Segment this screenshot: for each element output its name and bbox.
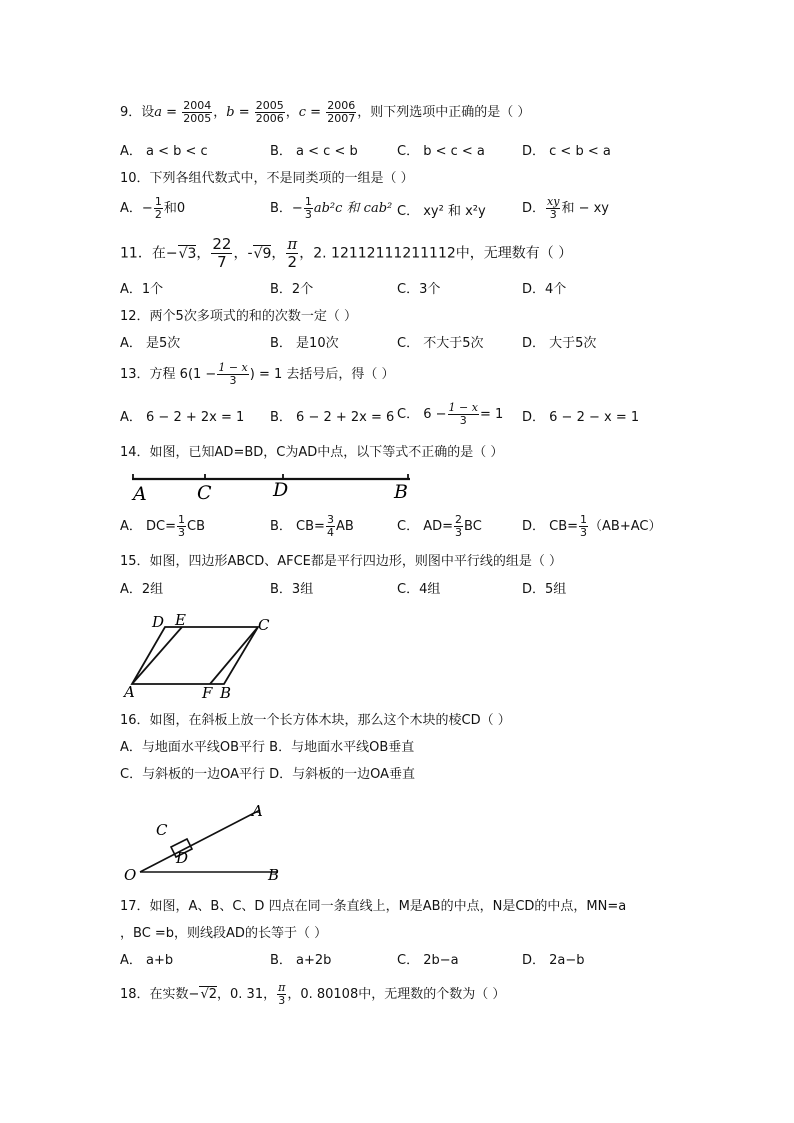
label-c: C (197, 482, 212, 504)
q13-option-d[interactable]: D． 6 − 2 − x = 1 (522, 410, 640, 425)
label-a: A (252, 802, 263, 820)
sqrt-2: √2 (200, 987, 218, 1002)
label-f: F (202, 684, 213, 702)
sqrt-9: √9 (253, 245, 272, 262)
question-11-stem: 11．在−√3， $\frac{22}{7}$ ，-√9， $\frac{\pi}{2}$ ，2. 12112111211112中，无理数有（ ） (120, 235, 573, 271)
q13-option-b[interactable]: B． 6 − 2 + 2x = 6 (270, 410, 395, 425)
question-12-stem: 12．两个5次多项式的和的次数一定（ ） (120, 309, 357, 324)
parallelogram-figure (120, 610, 280, 702)
fraction: $\frac{\pi}{3}$ (278, 981, 286, 1007)
q9-option-d[interactable]: D． c < b < a (522, 144, 611, 159)
q17-option-a[interactable]: A． a+b (120, 953, 174, 968)
q10-option-a[interactable]: A．− $\frac{1}{2}$ 和0 (120, 195, 186, 221)
sqrt-3: √3 (178, 245, 197, 262)
question-16-stem: 16．如图，在斜板上放一个长方体木块，那么这个木块的棱CD（ ） (120, 713, 511, 728)
label-c: C (258, 616, 270, 634)
question-9-stem: 9．设a = $\frac{2004}{2005}$ ，b = $\frac{2005}{2006}$ ，c = $\frac{2006}{2007}$ ，则下列选项中正确的是（ ） (120, 99, 531, 125)
q12-option-d[interactable]: D． 大于5次 (522, 336, 597, 351)
q11-option-c[interactable]: C．3个 (397, 282, 441, 297)
label-a: A (124, 683, 135, 701)
label-b: B (268, 866, 280, 884)
incline-figure (120, 798, 300, 886)
q14-option-d[interactable]: D． CB= $\frac{1}{3}$ （AB+AC） (522, 513, 662, 539)
fraction: $\frac{22}{7}$ (212, 235, 232, 271)
segment-cf (210, 627, 258, 684)
q10-option-b[interactable]: B．− $\frac{1}{3}$ ab²c 和 cab² (270, 195, 393, 221)
q15-option-b[interactable]: B．3组 (270, 582, 314, 597)
label-d: D (273, 479, 289, 501)
q16-options-line-1[interactable]: A．与地面水平线OB平行 B．与地面水平线OB垂直 (120, 740, 415, 755)
label-c: C (156, 821, 168, 839)
fraction: $\frac{1 - x}{3}$ (218, 361, 248, 387)
q12-option-c[interactable]: C． 不大于5次 (397, 336, 484, 351)
q14-option-b[interactable]: B． CB= $\frac{3}{4}$ AB (270, 513, 354, 539)
q9-prefix: 9．设 (120, 105, 155, 120)
fraction: $\frac{2004}{2005}$ (183, 99, 212, 125)
segment-ae (132, 627, 182, 684)
question-13-stem: 13．方程 6(1 − $\frac{1 - x}{3}$ ) = 1 去括号后，得（ ） (120, 361, 395, 387)
q9-option-b[interactable]: B． a < c < b (270, 144, 358, 159)
q17-option-b[interactable]: B． a+2b (270, 953, 332, 968)
question-15-stem: 15．如图，四边形ABCD、AFCE都是平行四边形，则图中平行线的组是（ ） (120, 554, 563, 569)
q15-option-c[interactable]: C．4组 (397, 582, 441, 597)
q16-options-line-2[interactable]: C．与斜板的一边OA平行 D．与斜板的一边OA垂直 (120, 767, 416, 782)
q15-option-d[interactable]: D．5组 (522, 582, 567, 597)
label-d: D (176, 849, 189, 867)
q10-option-c[interactable]: C． xy² 和 x²y (397, 204, 486, 219)
label-a: A (133, 483, 147, 505)
q12-option-a[interactable]: A． 是5次 (120, 336, 181, 351)
question-17-line-1: 17．如图，A、B、C、D 四点在同一条直线上，M是AB的中点，N是CD的中点，MN=a (120, 899, 627, 914)
label-o: O (124, 866, 137, 884)
fraction: $\frac{2006}{2007}$ (327, 99, 356, 125)
q15-option-a[interactable]: A．2组 (120, 582, 164, 597)
question-10-stem: 10．下列各组代数式中，不是同类项的一组是（ ） (120, 171, 414, 186)
incline-oa (140, 810, 260, 872)
q12-option-b[interactable]: B． 是10次 (270, 336, 339, 351)
label-d: D (152, 613, 165, 631)
fraction: $\frac{\pi}{2}$ (287, 235, 298, 271)
q11-option-a[interactable]: A．1个 (120, 282, 164, 297)
fraction: $\frac{2005}{2006}$ (255, 99, 284, 125)
question-14-stem: 14．如图，已知AD=BD，C为AD中点，以下等式不正确的是（ ） (120, 445, 504, 460)
question-17-line-2: ，BC =b，则线段AD的长等于（ ） (120, 926, 328, 941)
parallelogram-abcd (132, 627, 258, 684)
q14-option-c[interactable]: C． AD= $\frac{2}{3}$ BC (397, 513, 482, 539)
q13-option-a[interactable]: A． 6 − 2 + 2x = 1 (120, 410, 245, 425)
q10-option-d[interactable]: D． $\frac{xy}{3}$ 和 − xy (522, 195, 609, 221)
label-e: E (175, 611, 186, 629)
q13-option-c[interactable]: C． 6 − $\frac{1 - x}{3}$ = 1 (397, 401, 504, 427)
q17-option-d[interactable]: D． 2a−b (522, 953, 585, 968)
segment-figure (120, 472, 420, 506)
q14-option-a[interactable]: A． DC= $\frac{1}{3}$ CB (120, 513, 206, 539)
question-18-stem: 18．在实数−√2，0. 31， $\frac{\pi}{3}$ ，0. 80108中，无理数的个数为（ ） (120, 981, 506, 1007)
label-b: B (394, 481, 408, 503)
label-b: B (220, 684, 232, 702)
q11-option-b[interactable]: B．2个 (270, 282, 314, 297)
q17-option-c[interactable]: C． 2b−a (397, 953, 459, 968)
q9-option-a[interactable]: A． a < b < c (120, 144, 208, 159)
q11-option-d[interactable]: D．4个 (522, 282, 567, 297)
q9-option-c[interactable]: C． b < c < a (397, 144, 485, 159)
